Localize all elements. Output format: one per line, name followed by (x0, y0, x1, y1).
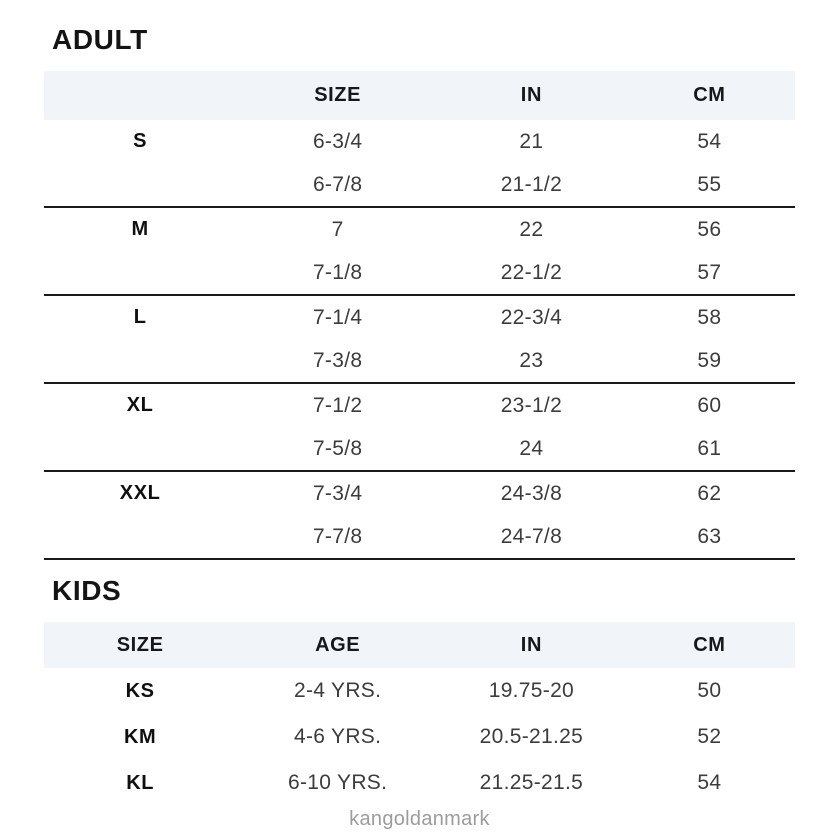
size-label: KM (123, 725, 157, 748)
size-label: KL (126, 771, 155, 794)
age-value: 2-4 YRS. (294, 679, 382, 702)
table-row (44, 163, 795, 206)
in-value: 24-3/8 (500, 481, 563, 505)
size-value: 6-7/8 (312, 172, 363, 196)
table-row (44, 714, 795, 760)
in-value: 21.25-21.5 (479, 771, 584, 794)
size-value: 7-7/8 (312, 524, 363, 548)
in-value: 22-3/4 (500, 305, 563, 329)
adult-header-in: IN (520, 84, 542, 106)
in-value: 22-1/2 (500, 260, 563, 284)
adult-section (44, 24, 795, 560)
table-row (44, 760, 795, 806)
size-label: XXL (119, 482, 161, 504)
watermark-text: kangoldanmark (349, 808, 490, 830)
in-value: 24 (519, 436, 544, 460)
adult-group-xxl (44, 472, 795, 560)
cm-value: 54 (697, 771, 722, 794)
cm-value: 50 (697, 679, 722, 702)
size-label: S (133, 130, 148, 152)
adult-group-l (44, 296, 795, 384)
kids-header-in: IN (520, 633, 542, 656)
size-value: 7-1/4 (312, 305, 363, 329)
table-row (44, 427, 795, 470)
in-value: 21 (519, 129, 544, 153)
in-value: 21-1/2 (500, 172, 563, 196)
kids-header-age: AGE (315, 633, 361, 656)
table-row (44, 339, 795, 382)
in-value: 24-7/8 (500, 524, 563, 548)
kids-table-header (44, 622, 795, 668)
age-value: 6-10 YRS. (288, 771, 388, 794)
cm-value: 63 (697, 524, 722, 548)
table-row (44, 208, 795, 251)
size-value: 7-3/8 (312, 348, 363, 372)
adult-table-header (44, 71, 795, 120)
table-row (44, 120, 795, 163)
cm-value: 59 (697, 348, 722, 372)
adult-group-xl (44, 384, 795, 472)
cm-value: 62 (697, 481, 722, 505)
cm-value: 60 (697, 393, 722, 417)
table-row (44, 296, 795, 339)
adult-group-s (44, 120, 795, 208)
size-label: XL (126, 394, 154, 416)
size-label: KS (125, 679, 155, 702)
table-row (44, 515, 795, 558)
size-value: 7 (331, 217, 344, 241)
cm-value: 54 (697, 129, 722, 153)
kids-section-title: KIDS (52, 575, 122, 606)
cm-value: 61 (697, 436, 722, 460)
adult-section-title: ADULT (52, 24, 148, 55)
table-row (44, 251, 795, 294)
kids-section (44, 575, 795, 806)
size-value: 7-3/4 (312, 481, 363, 505)
kids-header-cm: CM (693, 633, 726, 656)
size-value: 6-3/4 (312, 129, 363, 153)
in-value: 19.75-20 (488, 679, 575, 702)
size-label: M (131, 218, 149, 240)
size-value: 7-1/8 (312, 260, 363, 284)
adult-header-cm: CM (693, 84, 726, 106)
cm-value: 55 (697, 172, 722, 196)
cm-value: 58 (697, 305, 722, 329)
table-row (44, 384, 795, 427)
table-row (44, 668, 795, 714)
adult-header-size: SIZE (314, 84, 362, 106)
kids-header-size: SIZE (116, 633, 164, 656)
size-value: 7-5/8 (312, 436, 363, 460)
cm-value: 57 (697, 260, 722, 284)
cm-value: 52 (697, 725, 722, 748)
cm-value: 56 (697, 217, 722, 241)
age-value: 4-6 YRS. (294, 725, 382, 748)
in-value: 23 (519, 348, 544, 372)
in-value: 23-1/2 (500, 393, 563, 417)
in-value: 20.5-21.25 (479, 725, 584, 748)
size-label: L (133, 306, 147, 328)
adult-group-m (44, 208, 795, 296)
in-value: 22 (519, 217, 544, 241)
size-value: 7-1/2 (312, 393, 363, 417)
table-row (44, 472, 795, 515)
